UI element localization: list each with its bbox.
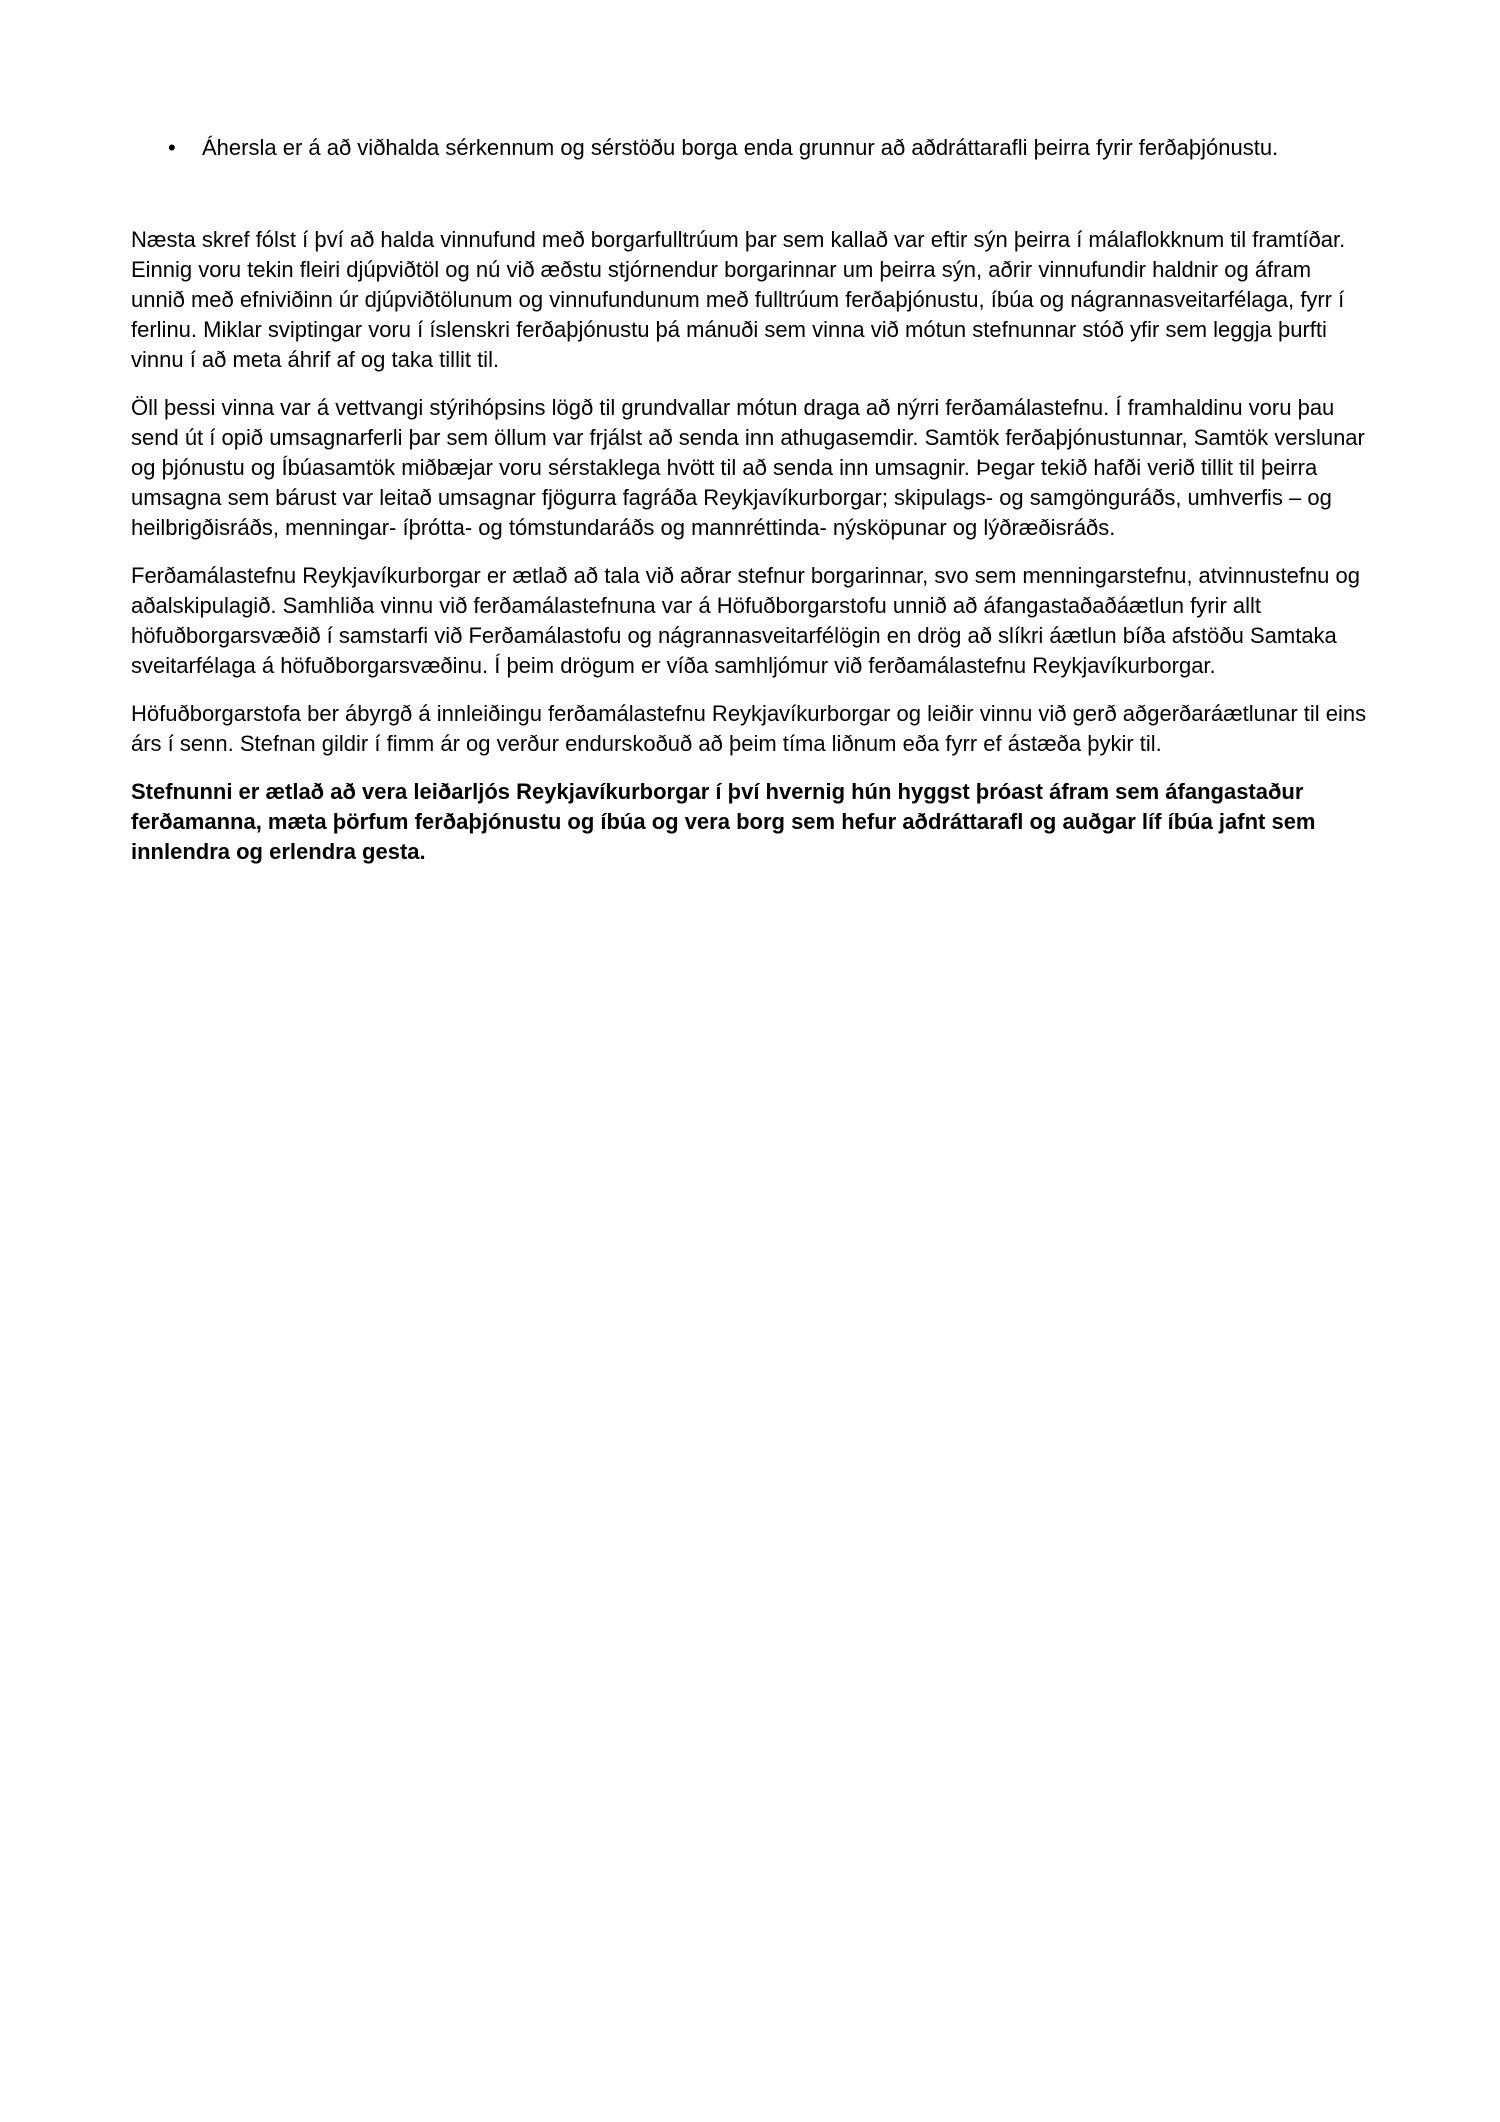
- paragraph-related-policies: Ferðamálastefnu Reykjavíkurborgar er ætlað að tala við aðrar stefnur borgarinnar, svo sem menningarstefnu, atvinnustefnu og aðalskipulagið. Samhliða vinnu við ferðamálastefnuna var á Höfuðborgarstofu unnið að áfangastaðaðáætlun fyrir allt höfuðborgarsvæðið í samstarfi við Ferðamálastofu og nágrannasveitarfélögin en drög að slíkri áætlun bíða afstöðu Samtaka sveitarfélaga á höfuðborgarsvæðinu. Í þeim drögum er víða samhljómur við ferðamálastefnu Reykjavíkurborgar.: [131, 563, 1360, 678]
- bullet-text: Áhersla er á að viðhalda sérkennum og sérstöðu borga enda grunnur að aðdráttarafli þeirra fyrir ferðaþjónustu.: [202, 135, 1279, 160]
- bullet-item: [131, 133, 1370, 163]
- paragraph-next-steps: Næsta skref fólst í því að halda vinnufund með borgarfulltrúum þar sem kallað var eftir sýn þeirra í málaflokknum til framtíðar. Einnig voru tekin fleiri djúpviðtöl og nú við æðstu stjórnendur borgarinnar um þeirra sýn, aðrir vinnufundir haldnir og áfram unnið með efniviðinn úr djúpviðtölunum og vinnufundunum með fulltrúum ferðaþjónustu, íbúa og nágrannasveitarfélaga, fyrr í ferlinu. Miklar sviptingar voru í íslenskri ferðaþjónustu þá mánuði sem vinna við mótun stefnunnar stóð yfir sem leggja þurfti vinnu í að meta áhrif af og taka tillit til.: [131, 227, 1346, 372]
- paragraph-vision-statement: Stefnunni er ætlað að vera leiðarljós Reykjavíkurborgar í því hvernig hún hyggst þróast áfram sem áfangastaður ferðamanna, mæta þörfum ferðaþjónustu og íbúa og vera borg sem hefur aðdráttarafl og auðgar líf íbúa jafnt sem innlendra og erlendra gesta.: [131, 779, 1316, 864]
- paragraph-consultation-process: Öll þessi vinna var á vettvangi stýrihópsins lögð til grundvallar mótun draga að nýrri ferðamálastefnu. Í framhaldinu voru þau send út í opið umsagnarferli þar sem öllum var frjálst að senda inn athugasemdir. Samtök ferðaþjónustunnar, Samtök verslunar og þjónustu og Íbúasamtök miðbæjar voru sérstaklega hvött til að senda inn umsagnir. Þegar tekið hafði verið tillit til þeirra umsagna sem bárust var leitað umsagnar fjögurra fagráða Reykjavíkurborgar; skipulags- og samgönguráðs, umhverfis – og heilbrigðisráðs, menningar- íþrótta- og tómstundaráðs og mannréttinda- nýsköpunar og lýðræðisráðs.: [131, 395, 1365, 540]
- bullet-dot-icon: •: [168, 135, 176, 160]
- bullet-list: [131, 133, 1370, 163]
- paragraph-implementation: Höfuðborgarstofa ber ábyrgð á innleiðingu ferðamálastefnu Reykjavíkurborgar og leiðir vinnu við gerð aðgerðaráætlunar til eins árs í senn. Stefnan gildir í fimm ár og verður endurskoðuð að þeim tíma liðnum eða fyrr ef ástæða þykir til.: [131, 701, 1367, 756]
